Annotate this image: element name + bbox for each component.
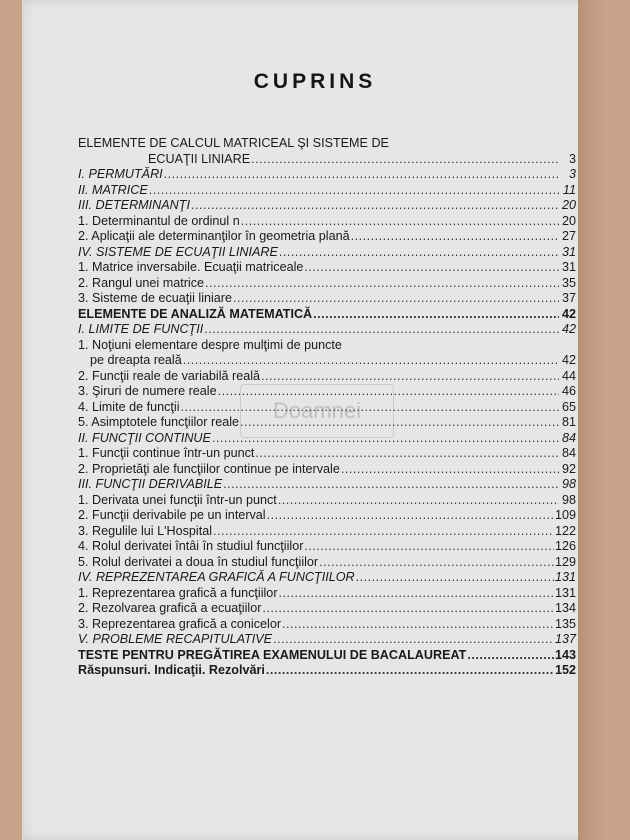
- toc-entry-label: 2. Funcţii reale de variabilă reală: [78, 368, 261, 383]
- toc-entry: [78, 431, 576, 447]
- toc-page-number: 27: [561, 229, 576, 243]
- toc-leader-dots: [181, 400, 559, 416]
- toc-page-number: 31: [561, 260, 576, 274]
- toc-leader-dots: [266, 663, 554, 679]
- toc-entry-label: TESTE PENTRU PREGĂTIREA EXAMENULUI DE BACALAUREAT: [78, 647, 467, 662]
- toc-entry: [78, 400, 576, 416]
- toc-entry-label: 1. Funcţii continue într-un punct: [78, 446, 255, 460]
- toc-entry: [78, 245, 576, 261]
- toc-leader-dots: [267, 508, 554, 524]
- toc-page-number: 31: [561, 244, 576, 259]
- toc-entry: [78, 260, 576, 276]
- toc-leader-dots: [279, 245, 559, 261]
- toc-entry-label: 3. Regulile lui L'Hospital: [78, 523, 213, 538]
- toc-entry: [78, 415, 576, 431]
- toc-entry-label: Răspunsuri. Indicaţii. Rezolvări: [78, 663, 265, 677]
- toc-entry-label: 3. Sisteme de ecuaţii liniare: [78, 291, 233, 305]
- toc-leader-dots: [251, 152, 559, 168]
- toc-leader-dots: [240, 415, 559, 431]
- toc-entry-label: V. PROBLEME RECAPITULATIVE: [78, 632, 273, 646]
- toc-entry-label: 1. Noţiuni elementare despre mulţimi de puncte: [78, 337, 342, 352]
- toc-entry-label: 1. Determinantul de ordinul n: [78, 213, 240, 228]
- toc-entry-label: 2. Proprietăţi ale funcţiilor continue pe intervale: [78, 461, 340, 476]
- toc-page-number: 109: [554, 508, 576, 522]
- toc-page-number: 44: [561, 368, 576, 383]
- toc-entry: [78, 663, 576, 679]
- toc-entry-label: 1. Reprezentarea grafică a funcţiilor: [78, 585, 278, 600]
- toc-leader-dots: [273, 632, 554, 648]
- toc-entry: [78, 291, 576, 307]
- toc-entry-label: 2. Aplicaţii ale determinanţilor în geometria plană: [78, 229, 350, 243]
- toc-entry: [78, 229, 576, 245]
- toc-page-number: 20: [561, 198, 576, 212]
- toc-entry-label: 4. Limite de funcţii: [78, 399, 180, 414]
- toc-leader-dots: [341, 462, 559, 478]
- toc-leader-dots: [218, 384, 559, 400]
- toc-entry: [78, 446, 576, 462]
- toc-entry: [78, 648, 576, 664]
- toc-page-number: 84: [561, 430, 576, 445]
- toc-entry-label: 1. Derivata unei funcţii într-un punct: [78, 492, 277, 507]
- toc-entry: [78, 477, 576, 493]
- toc-leader-dots: [351, 229, 559, 245]
- toc-entry: [78, 152, 576, 168]
- toc-page-number: 20: [561, 213, 576, 228]
- toc-leader-dots: [261, 369, 559, 385]
- toc-leader-dots: [467, 648, 554, 664]
- toc-entry-label: 3. Reprezentarea grafică a conicelor: [78, 616, 282, 631]
- toc-page-number: 46: [561, 384, 576, 398]
- toc-entry: [78, 338, 576, 354]
- toc-page-number: 129: [554, 554, 576, 569]
- toc-page-number: 84: [561, 446, 576, 460]
- toc-leader-dots: [233, 291, 559, 307]
- toc-entry-label: 3. Şiruri de numere reale: [78, 384, 217, 398]
- toc-leader-dots: [279, 586, 554, 602]
- toc-page-number: 152: [554, 663, 576, 677]
- table-of-contents: [78, 136, 576, 679]
- toc-entry-label: III. FUNCŢII DERIVABILE: [78, 477, 223, 491]
- toc-leader-dots: [204, 322, 559, 338]
- toc-page-number: 3: [568, 167, 576, 181]
- toc-entry: [78, 384, 576, 400]
- toc-entry: [78, 493, 576, 509]
- toc-leader-dots: [164, 167, 559, 183]
- toc-entry-label: 4. Rolul derivatei întâi în studiul funcţiilor: [78, 539, 304, 553]
- toc-entry: [78, 586, 576, 602]
- toc-entry: [78, 322, 576, 338]
- toc-page-number: 65: [561, 399, 576, 414]
- toc-entry: [78, 555, 576, 571]
- toc-leader-dots: [278, 493, 559, 509]
- toc-entry-label: IV. REPREZENTAREA GRAFICĂ A FUNCŢIILOR: [78, 570, 355, 584]
- toc-entry-label: 5. Rolul derivatei a doua în studiul funcţiilor: [78, 554, 319, 569]
- toc-page-number: 98: [561, 492, 576, 507]
- toc-leader-dots: [356, 570, 554, 586]
- toc-entry: [78, 136, 576, 152]
- toc-page-number: 37: [561, 291, 576, 305]
- toc-entry-label: 5. Asimptotele funcţiilor reale: [78, 415, 240, 429]
- toc-leader-dots: [205, 276, 559, 292]
- toc-entry-label: 1. Matrice inversabile. Ecuaţii matriceale: [78, 260, 304, 274]
- toc-leader-dots: [241, 214, 559, 230]
- toc-page-number: 135: [554, 616, 576, 631]
- toc-entry: [78, 183, 576, 199]
- toc-entry-label: 2. Funcţii derivabile pe un interval: [78, 508, 266, 522]
- toc-entry-label: II. MATRICE: [78, 182, 148, 197]
- toc-entry: [78, 524, 576, 540]
- toc-page-number: 42: [561, 306, 576, 321]
- toc-page-number: 126: [554, 539, 576, 553]
- toc-page-number: 143: [554, 647, 576, 662]
- toc-page-number: 134: [554, 601, 576, 615]
- toc-page-number: 98: [561, 477, 576, 491]
- toc-page-number: 35: [561, 275, 576, 290]
- toc-entry: [78, 617, 576, 633]
- page-shadow: [578, 0, 604, 840]
- toc-entry: [78, 167, 576, 183]
- toc-leader-dots: [313, 307, 559, 323]
- toc-entry-label: ELEMENTE DE CALCUL MATRICEAL ŞI SISTEME DE: [78, 136, 389, 150]
- toc-leader-dots: [183, 353, 559, 369]
- toc-page-number: 81: [561, 415, 576, 429]
- toc-entry: [78, 462, 576, 478]
- toc-entry-label: II. FUNCŢII CONTINUE: [78, 430, 211, 445]
- toc-entry: [78, 214, 576, 230]
- toc-entry-label: ELEMENTE DE ANALIZĂ MATEMATICĂ: [78, 306, 313, 321]
- toc-page-number: 42: [561, 353, 576, 367]
- toc-page-number: 122: [554, 523, 576, 538]
- toc-entry: [78, 570, 576, 586]
- toc-page-number: 42: [561, 322, 576, 336]
- toc-page-number: 3: [568, 151, 576, 166]
- toc-entry: [78, 632, 576, 648]
- toc-entry: [78, 369, 576, 385]
- toc-leader-dots: [304, 260, 559, 276]
- toc-page-number: 137: [554, 632, 576, 646]
- toc-entry: [78, 307, 576, 323]
- toc-page-number: 92: [561, 461, 576, 476]
- toc-entry-label: III. DETERMINANŢI: [78, 198, 190, 212]
- toc-entry-label: 2. Rezolvarea grafică a ecuaţiilor: [78, 601, 262, 615]
- toc-page-number: 131: [554, 570, 576, 584]
- toc-entry: [78, 601, 576, 617]
- toc-leader-dots: [212, 431, 559, 447]
- toc-leader-dots: [282, 617, 554, 633]
- toc-entry-label: pe dreapta reală: [90, 353, 182, 367]
- toc-leader-dots: [191, 198, 559, 214]
- toc-entry-label: 2. Rangul unei matrice: [78, 275, 205, 290]
- toc-entry-label: I. PERMUTĂRI: [78, 167, 163, 181]
- toc-leader-dots: [262, 601, 554, 617]
- watermark: Doamnei: [240, 384, 394, 438]
- toc-entry: [78, 508, 576, 524]
- toc-leader-dots: [319, 555, 554, 571]
- toc-leader-dots: [213, 524, 554, 540]
- toc-leader-dots: [304, 539, 554, 555]
- toc-entry-label: IV. SISTEME DE ECUAŢII LINIARE: [78, 244, 278, 259]
- toc-entry: [78, 276, 576, 292]
- toc-entry-label: ECUAŢII LINIARE: [148, 151, 251, 166]
- toc-entry-label: I. LIMITE DE FUNCŢII: [78, 322, 204, 336]
- toc-entry: [78, 198, 576, 214]
- toc-leader-dots: [149, 183, 559, 199]
- toc-leader-dots: [255, 446, 559, 462]
- page-title: CUPRINS: [253, 70, 377, 93]
- toc-leader-dots: [223, 477, 559, 493]
- toc-page-number: 11: [562, 182, 576, 197]
- toc-entry: [78, 539, 576, 555]
- toc-page-number: 131: [554, 585, 576, 600]
- toc-entry: [78, 353, 576, 369]
